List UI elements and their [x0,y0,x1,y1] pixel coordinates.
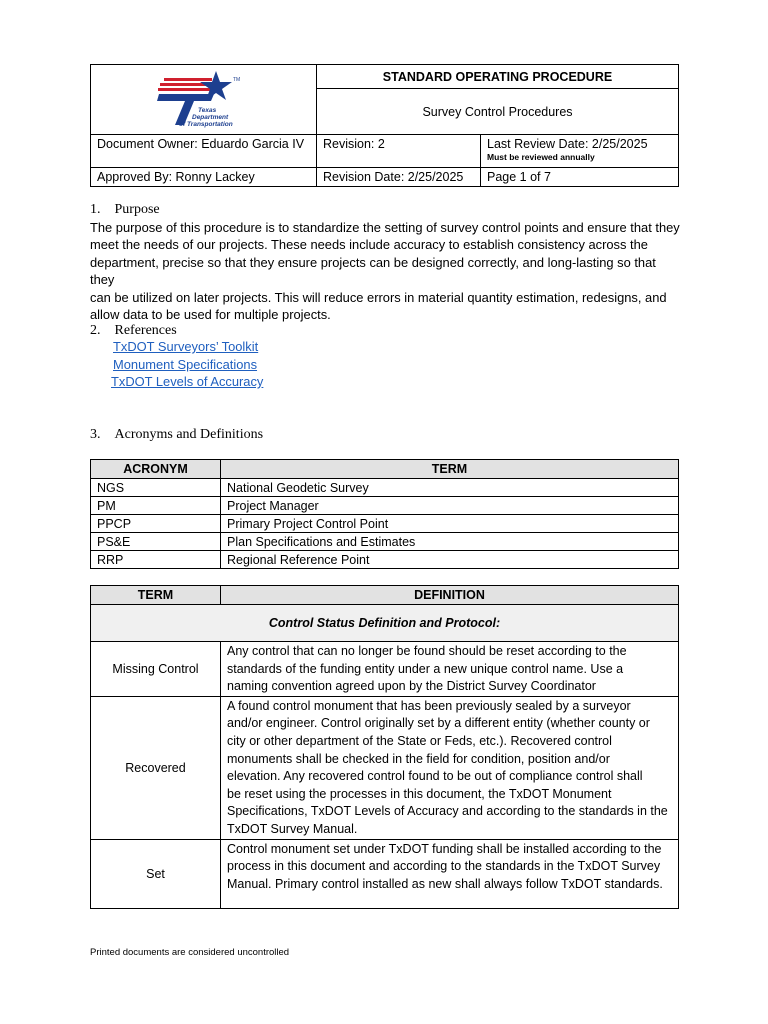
last-review-cell [481,135,679,168]
control-status-label: Control Status Definition and Protocol: [91,605,679,642]
link-monument-specifications[interactable]: Monument Specifications [113,357,258,372]
definition-line: and/or engineer. Control originally set by a different entity (whether county or [227,716,650,731]
table-row [91,533,679,551]
logo-text-3: of Transportation [179,121,233,128]
footer-note: Printed documents are considered uncontrolled [90,947,290,958]
references-heading: 2. References [90,323,177,338]
term-cell: Missing Control [91,642,221,697]
term-cell: Recovered [91,696,221,839]
acronyms-heading: 3. Acronyms and Definitions [90,427,264,442]
purpose-line: allow data to be used for multiple projects. [90,307,331,323]
term-cell: Project Manager [221,497,679,515]
definition-line: A found control monument that has been previously sealed by a surveyor [227,698,631,713]
logo-text-1: Texas [198,107,217,114]
table-row [91,696,679,839]
definition-table [90,585,679,909]
definition-line: monuments shall be checked in the field for condition, position and/or [227,751,610,766]
acronym-cell: NGS [91,479,221,497]
review-note: Must be reviewed annually [487,152,595,162]
column-header: TERM [91,586,221,605]
sop-title: STANDARD OPERATING PROCEDURE [317,65,679,89]
purpose-line: meet the needs of our projects. These needs include accuracy to establish consistency across the [90,237,648,253]
column-header: ACRONYM [91,460,221,479]
purpose-line: department, precise so that they ensure projects can be designed correctly, and long-lasting so that they [90,254,656,288]
link-surveyors-toolkit[interactable]: TxDOT Surveyors’ Toolkit [113,339,259,354]
definition-line: Control monument set under TxDOT funding shall be installed according to the [227,841,662,856]
txdot-logo [91,65,317,131]
column-header: TERM [221,460,679,479]
acronym-table [90,459,679,569]
acronym-cell: PM [91,497,221,515]
term-cell: Regional Reference Point [221,551,679,569]
revision-date: Revision Date: 2/25/2025 [317,168,481,187]
purpose-paragraph [90,219,680,323]
column-header: DEFINITION [221,586,679,605]
table-row [91,839,679,908]
purpose-heading: 1. Purpose [90,202,160,217]
definition-cell [221,839,679,908]
svg-text:TM: TM [233,77,241,83]
logo-text-2: Department [192,114,229,121]
acronym-cell: PPCP [91,515,221,533]
document-owner: Document Owner: Eduardo Garcia IV [91,135,317,168]
term-cell: National Geodetic Survey [221,479,679,497]
acronym-cell: PS&E [91,533,221,551]
definition-line: naming convention agreed upon by the District Survey Coordinator [227,679,596,694]
purpose-line: The purpose of this procedure is to standardize the setting of survey control points and ensure that they [90,220,680,235]
definition-line: be reset using the processes in this document, the TxDOT Monument [227,786,612,801]
term-cell: Plan Specifications and Estimates [221,533,679,551]
term-cell: Primary Project Control Point [221,515,679,533]
definition-line: process in this document and according to the standards in the TxDOT Survey [227,859,661,874]
logo-cell [91,65,317,135]
page-number: Page 1 of 7 [481,168,679,187]
revision: Revision: 2 [317,135,481,168]
definition-line: Any control that can no longer be found should be reset according to the [227,644,627,658]
sop-subtitle: Survey Control Procedures [317,89,679,135]
definition-line: Specifications, TxDOT Levels of Accuracy and according to the standards in the [227,804,668,819]
last-review-date: Last Review Date: 2/25/2025 [487,137,648,151]
sop-header-table [90,64,679,187]
table-row [91,642,679,697]
table-row [91,497,679,515]
table-header-row [91,460,679,479]
table-row [91,479,679,497]
table-header-row [91,586,679,605]
table-row [91,515,679,533]
table-row [91,551,679,569]
definition-line: city or other department of the State or Feds, etc.). Recovered control [227,733,612,748]
definition-cell [221,696,679,839]
definition-line: Manual. Primary control installed as new shall always follow TxDOT standards. [227,876,663,891]
approved-by: Approved By: Ronny Lackey [91,168,317,187]
definition-cell [221,642,679,697]
purpose-line: can be utilized on later projects. This will reduce errors in material quantity estimation, redesigns, and [90,289,667,305]
acronym-cell: RRP [91,551,221,569]
term-cell: Set [91,839,221,908]
definition-line: elevation. Any recovered control found to be out of compliance control shall [227,769,643,784]
link-levels-of-accuracy[interactable]: TxDOT Levels of Accuracy [111,374,264,389]
definition-line: TxDOT Survey Manual. [227,821,358,836]
definition-line: standards of the funding entity under a new unique control name. Use a [227,661,624,676]
